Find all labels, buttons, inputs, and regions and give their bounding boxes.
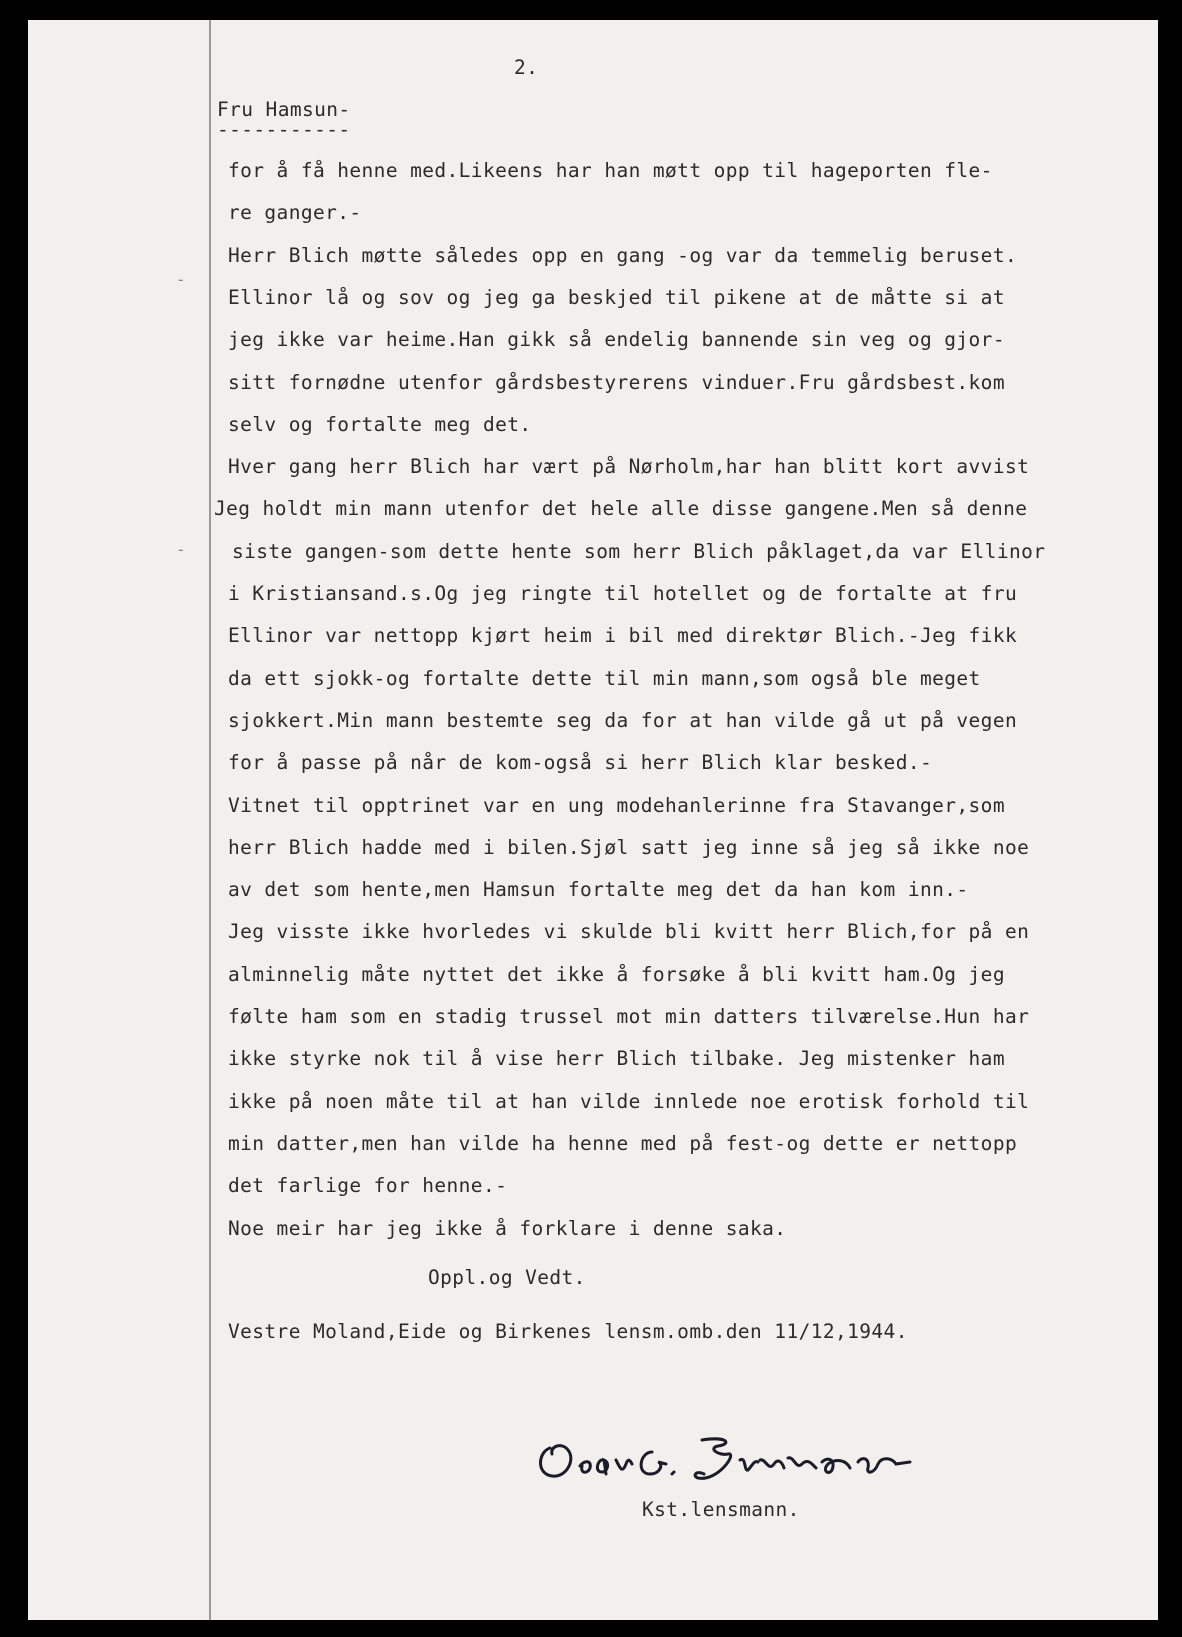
body-line: Vitnet til opptrinet var en ung modehanlerinne fra Stavanger,som [228,794,1005,817]
body-line: siste gangen-som dette hente som herr Blich påklaget,da var Ellinor [232,540,1046,563]
margin-tick: - [176,270,186,289]
addressee-underline: ----------- [217,118,351,141]
page-number: 2. [514,56,539,79]
body-line: Hver gang herr Blich har vært på Nørholm,har han blitt kort avvist [228,455,1030,478]
signature-text: Olav G. Bjørnmand [532,1430,543,1431]
body-line: Noe meir har jeg ikke å forklare i denne saka. [228,1217,787,1240]
body-line: for å passe på når de kom-også si herr Blich klar besked.- [228,751,933,774]
body-line: av det som hente,men Hamsun fortalte meg det da han kom inn.- [228,878,969,901]
body-line: Ellinor var nettopp kjørt heim i bil med direktør Blich.-Jeg fikk [228,624,1018,647]
body-line: for å få henne med.Likeens har han møtt opp til hageporten fle- [228,159,993,182]
body-line: i Kristiansand.s.Og jeg ringte til hotellet og de fortalte at fru [228,582,1018,605]
body-line: Jeg visste ikke hvorledes vi skulde bli kvitt herr Blich,for på en [228,920,1030,943]
handwritten-signature [532,1430,1012,1490]
body-line: da ett sjokk-og fortalte dette til min mann,som også ble meget [228,667,981,690]
document-page [28,20,1158,1620]
margin-tick: - [176,540,186,559]
body-line: Herr Blich møtte således opp en gang -og var da temmelig beruset. [228,244,1018,267]
body-line: det farlige for henne.- [228,1174,508,1197]
body-line: alminnelig måte nyttet det ikke å forsøke å bli kvitt ham.Og jeg [228,963,1005,986]
addressee: Fru Hamsun- [217,98,351,121]
body-line: min datter,men han vilde ha henne med på fest-og dette er nettopp [228,1132,1018,1155]
body-line: selv og fortalte meg det. [228,413,532,436]
body-line: re ganger.- [228,201,362,224]
margin-line [209,20,211,1620]
body-line: ikke styrke nok til å vise herr Blich tilbake. Jeg mistenker ham [228,1047,1005,1070]
body-line: herr Blich hadde med i bilen.Sjøl satt jeg inne så jeg så ikke noe [228,836,1030,859]
body-line: følte ham som en stadig trussel mot min datters tilværelse.Hun har [228,1005,1030,1028]
body-line: ikke på noen måte til at han vilde innlede noe erotisk forhold til [228,1090,1030,1113]
place-and-date: Vestre Moland,Eide og Birkenes lensm.omb.den 11/12,1944. [228,1320,908,1343]
body-line: jeg ikke var heime.Han gikk så endelig bannende sin veg og gjor- [228,328,1005,351]
body-line: sjokkert.Min mann bestemte seg da for at han vilde gå ut på vegen [228,709,1018,732]
body-line: Jeg holdt min mann utenfor det hele alle disse gangene.Men så denne [214,497,1028,520]
body-line: sitt fornødne utenfor gårdsbestyrerens vinduer.Fru gårdsbest.kom [228,371,1005,394]
body-line: Ellinor lå og sov og jeg ga beskjed til pikene at de måtte si at [228,286,1005,309]
signature-title: Kst.lensmann. [642,1498,800,1521]
closing-line: Oppl.og Vedt. [428,1266,586,1289]
